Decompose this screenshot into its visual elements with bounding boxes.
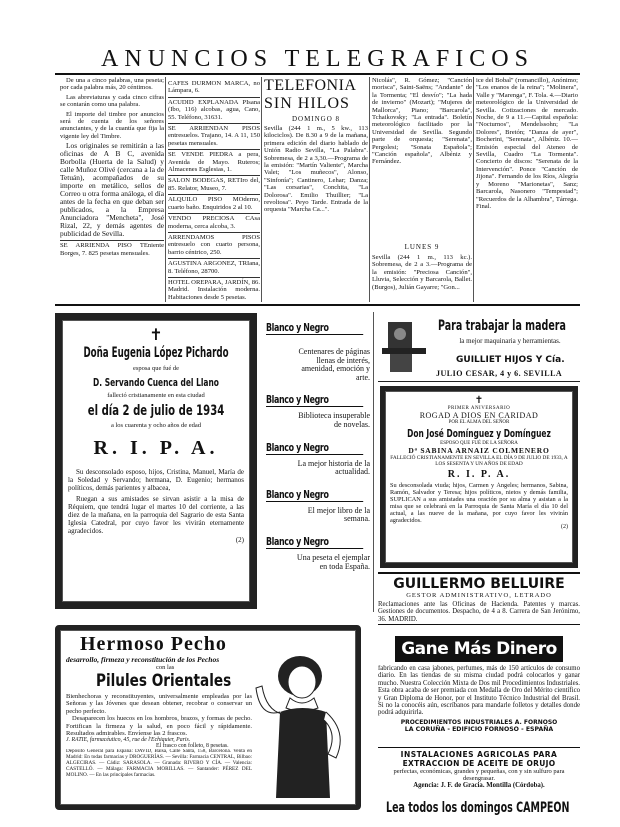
- classified-ad: SE ARRIENDAN PISOS entresuelos. Trajano, 14. A 11, 150 pesetas mensuales.: [168, 125, 260, 147]
- classified-ad: ALQUILO PISO MOderno, cuarto baño. Enquiridos 2 al 10.: [168, 196, 260, 211]
- death-date: el día 2 de julio de 1934: [87, 403, 225, 419]
- company-name: PROCEDIMIENTOS INDUSTRIALES A. FORNOSO: [400, 718, 558, 726]
- classified-ad: SALON BODEGAS, RETIro del, 85. Relator, Museo, 7.: [168, 177, 260, 192]
- magazine-title: Blanco y Negro: [266, 321, 363, 335]
- classified-ad: AGUSTINA ARGONEZ, TRIana, 8. Teléfono, 28700.: [168, 260, 260, 275]
- company-name: GUILLIET HIJOS Y Cía.: [456, 355, 565, 365]
- magazine-title: Blanco y Negro: [266, 441, 363, 455]
- death-date-row: [68, 402, 244, 419]
- ad-headline: EXTRACCION DE ACEITE DE ORUJO: [402, 759, 556, 768]
- spouse-name-row: [68, 375, 244, 389]
- advertiser-text: Reclamaciones ante las Oficinas de Hacienda. Patentes y marcas. Gestiones de documentos. Despacho, de 4 a 8. Carrera de San Jerónimo, 36. MADRID.: [378, 601, 580, 623]
- company-address: LA CORUÑA - EDIFICIO FORNOSO - ESPAÑA: [404, 725, 554, 733]
- ad-text: fabricando en casa jabones, perfumes, más de 150 artículos de consumo diario. En las tiendas de su misma ciudad podrá colocarlos y ganar mucho. Nuestra Colección Mixta de Dos mil Procedimientos Industriales. Esta obra acaba de ser premiada con Medalla de Oro del Mérito científico y Gran Diploma de Honor, por el Instituto Técnico Industrial del Brasil. Si no la conocéis aún, escríbanos para mandarle folletos y detalles donde podrá adquirirla.: [378, 665, 580, 717]
- depots-text: Depósito General para España: DAVID, Balsa, Calle Santa, 158, Barcelona. Venta en Madrid: En todas farmacias y DROGUERÍAS. — Sevilla: Farmacia CENTRAL, Bilbao: ALGECIRAS. — Cádiz: SARASOLA. — Granada: RIVERO Y CÍA. — Valencia: CASTELLÓ. — Málaga: FARMACIA MORILLAS. — Santander: PÉREZ DEL MOLINO. — En las principales farmacias.: [66, 749, 252, 779]
- classified-ad: ACUDID EXPLANADA PIsana (Ibo, 116) alcobas, agua, Cano, 55. Teléfono, 31631.: [168, 98, 260, 121]
- cross-icon: ✝: [149, 327, 163, 344]
- radio-program-text: Sevilla (244 1 m., 5 kw., 113 kilociclos). De 8.30 a 9 de la mañana, primera edición del diario hablado de Unión Radio Sevilla, "La Palabra". Sobremesa, de 2 a 3,30.—Programa de la emisión: "Martín Valiente", Marcha Valet; "Los muñecos", Alonso, "Sinfonía"; Cantinero, Lehar; Danza; "Las corsarias", Conchita, "La Dolorosa". Emilio Thuillier; "La revoltosa". Peyo Tarde. Entrada de la orquesta "Marcha Ca...".: [264, 125, 368, 214]
- magazine-tagline: Centenares de páginas llenas de interés, amenidad, emoción y arte.: [298, 347, 370, 382]
- rip-text: R. I. P. A.: [93, 437, 219, 459]
- classified-ad: CAFES DURMON MARCA, no Lámpara, 6.: [168, 80, 260, 95]
- classified-ad: SE ARRIENDA PISO TEniente Borges, 7. 825 pesetas mensuales.: [60, 242, 164, 257]
- classified-ad: VENDO PRECIOSA CAsa moderna, cerca alcoba, 3.: [168, 215, 260, 230]
- obituary-text: POR EL ALMA DEL SEÑOR: [448, 420, 510, 425]
- magazine-title: Blanco y Negro: [266, 535, 363, 549]
- classified-rules-column: [60, 77, 164, 305]
- ad-headline: Para trabajar la madera: [438, 318, 566, 334]
- pilules-orientales-ad: [55, 625, 361, 810]
- belluire-ad: [378, 572, 580, 625]
- magazine-tagline: Una peseta el ejemplar en toda España.: [296, 552, 370, 571]
- ad-mark: (2): [561, 524, 568, 530]
- header-rule: [55, 73, 580, 75]
- obituary-text: ESPOSO QUE FUÉ DE LA SEÑORA: [440, 441, 518, 446]
- magazine-title: Blanco y Negro: [266, 393, 363, 407]
- radio-title-2: SIN HILOS: [264, 95, 350, 112]
- woodworking-machinery-ad: [378, 316, 580, 382]
- ad-text: Desaparecen los huecos en los hombros, brazos, y formas de pecho. Fortifican la firmeza y la salud, en poco fácil y rápidamente. Resultados admirables. Envíense las 2 frascos.: [66, 715, 252, 738]
- deceased-name-row: [68, 344, 244, 362]
- obituary-text: ROGAD A DIOS EN CARIDAD: [419, 411, 539, 420]
- section-rule: [55, 304, 580, 306]
- submission-text: Los originales se remitirán a las oficinas de A B C, avenida Borbolla (Huerta de la Salud) y calle Muñoz Olivé (cercana a la de Tetuán), acompañados de su importe en metálico, sellos de Correo u otra forma análoga, el día antes de la fecha en que deban ser publicados, a la Empresa Anunciadora "Mencheta", José Rizal, 22, y demás agentes de publicidad de Sevilla.: [60, 141, 164, 239]
- advertiser-name: GUILLERMO BELLUIRE: [393, 576, 565, 592]
- obituary-family-text: Su desconsolado esposo, hijos, Cristina, Manuel, María de la Soledad y Servando; hermana, D. Eugenio; hermanos políticos, demás parientes y albacea,: [68, 468, 244, 493]
- obituary-notice: [55, 313, 257, 609]
- obituary-text: falleció cristianamente en esta ciudad: [107, 392, 205, 399]
- deceased-name: Doña Eugenia López Pichardo: [83, 345, 229, 361]
- woman-illustration-icon: [252, 648, 348, 798]
- obituary-text: a los cuarenta y ocho años de edad: [110, 422, 202, 429]
- deceased-name-row: [390, 426, 568, 440]
- product-name: Pilules Orientales: [96, 671, 232, 691]
- radio-title: TELEFONIA: [264, 77, 357, 94]
- column-divider: [473, 77, 474, 302]
- column-divider: [369, 77, 370, 302]
- classified-ad: SE VENDE PIEDRA a pera, Avenida de Mayo. Ruteros; Almacenes Esglesias, 1.: [168, 151, 260, 174]
- blanco-y-negro-ad: [266, 318, 370, 579]
- ad-text: Bienhechoras y reconstituyentes, universalmente empleadas por las Señoras y las Jóvenes que desean obtener, recobrar o conservar un pecho perfecto.: [66, 693, 252, 715]
- ad-headline: Hermoso Pecho: [80, 633, 227, 655]
- radio-column-2: [372, 77, 472, 305]
- rip-text: R. I. P. A.: [447, 469, 511, 480]
- radio-day-heading: LUNES 9: [404, 243, 440, 251]
- advertiser-title: GESTOR ADMINISTRATIVO, LETRADO: [406, 592, 552, 599]
- spouse-name: Dª SABINA ARNAIZ COLMENERO: [408, 446, 550, 455]
- obituary-text: PRIMER ANIVERSARIO: [447, 406, 511, 411]
- stamp-tax-text: El importe del timbre por anuncios será de cuenta de los señores anunciantes, y de la cuantía que fija la vigente ley del Timbre.: [60, 110, 164, 140]
- obituary-text: FALLECIÓ CRISTIANAMENTE EN SEVILLA EL DÍA 9 DE JULIO DE 1933, A LOS SESENTA Y UN AÑOS DE EDAD: [390, 455, 568, 467]
- deceased-name: Don José Domínguez y Domínguez: [407, 427, 551, 440]
- obituary-family-text: Su desconsolada viuda; hijos, Carmen y Ángeles; hermanos, Sabina, Ramón, Salvador y Teresa; hijos políticos, nietos y demás familia, SUPLICAN a sus amistades una oración por su alma y asistan a la misa que se celebrará en la Parroquia de Santa María el día 10 del actual, a las nueve de la mañana, por cuyo favor les vivirán agradecidos.: [390, 482, 568, 524]
- radio-column: [264, 77, 368, 305]
- classified-ad: HOTEL OREPARA, JARDÍN, 86. Madrid. Instalación moderna. Habitaciones desde 5 pesetas.: [168, 278, 260, 301]
- ad-text: la mejor maquinaria y herramientas.: [459, 337, 561, 345]
- page-header-title: ANUNCIOS TELEGRAFICOS: [101, 46, 534, 72]
- ad-headline: Gane Más Dinero: [395, 636, 563, 662]
- maker-text: J. RATIE, farmacéutico, 45, rue de l'Echiquier, Paris.: [66, 737, 191, 744]
- radio-program-text: Nicolás", R. Gómez; "Canción morisca", Saint-Saëns; "Andante" de la Tormenta; "El desvío"; "La hada de invierno" (Mozart); "Mujeres de Mallorca", Piano; "Barcarola", Tchaikovsky; "La entrada". Boletín meteorológico facilitado por la Universidad de Sevilla. Segundo parte de orquesta; "Serenata", Pergolesi; "Sonata Española"; "Canción española", Albéniz y Fernández.: [372, 77, 472, 166]
- magazine-tagline: El mejor libro de la semana.: [307, 505, 370, 524]
- radio-program-text: ice del Bobal" (romancillo), Anónimo; "Los enanos de la reina"; "Molinera", Valle y "Marenga", F. Tola. 4.—Diario meteorológico de la Universidad de Sevilla. Cotizaciones de mercado. Noche, de 9 a 11.—Capital española: "Nocturnos", Mendelssohn; "La Dolores", Bretón; "Danza de ayer", Bocherini, "Serenata", Albéniz. 10.—Emisión especial del Ateneo de Sevilla, Cuadro "La Tormenta". Concierto de discos: "Serenata de la Intervención". Ponce "Canción de Jijona". Fernando de los Ríos, Alegría y Moreno "Marionetas", Sanz; Barcarola, Nasonero "Tempestad"; "Recuerdos de la Alhambra", Tárrega. Final.: [476, 77, 578, 210]
- ad-text: con las: [156, 664, 175, 671]
- olive-oil-extraction-ad: [378, 747, 580, 790]
- cross-icon: ✝: [474, 395, 484, 406]
- obituary-mass-text: Ruegan a sus amistades se sirvan asistir a la misa de Réquiem, que tendrá lugar el martes 10 del corriente, a las diez de la mañana, en la parroquia del Sagrario de esta Santa Iglesia Catedral, por cuyo favor les vivirán eternamente agradecidos.: [68, 494, 244, 536]
- ad-headline: INSTALACIONES AGRICOLAS PARA: [400, 750, 558, 759]
- classified-ads-column: [168, 77, 260, 305]
- ad-subheadline: desarrollo, firmeza y reconstitución de los Pechos: [66, 655, 220, 664]
- classified-ad: ARRENDAMOS PISOS entresuelo con cuarto persona, barrio céntrico, 250.: [168, 233, 260, 256]
- abbreviations-text: Las abreviaturas y cada cinco cifras se contarán como una palabra.: [60, 93, 164, 109]
- magazine-tagline: La mejor historia de la actualidad.: [297, 458, 370, 477]
- magazine-title: Blanco y Negro: [266, 488, 363, 502]
- gane-mas-dinero-ad: [378, 636, 580, 733]
- rates-text: De una a cinco palabras, una peseta; por cada palabra más, 20 céntimos.: [60, 77, 164, 92]
- ad-text: perfectas, económicas, grandes y pequeñas, con y sin sulfuro para desengrasar.: [393, 768, 565, 782]
- column-divider: [373, 312, 374, 612]
- rule: [378, 624, 580, 625]
- obituary-text: esposa que fué de: [132, 365, 180, 372]
- magazine-tagline: Biblioteca insuperable de novelas.: [298, 411, 370, 429]
- anniversary-obituary: [380, 386, 578, 568]
- campeon-ad: Lea todos los domingos CAMPEON: [386, 800, 570, 816]
- company-address: JULIO CESAR, 4 y 6. SEVILLA: [436, 369, 563, 378]
- ad-mark: (2): [235, 535, 244, 544]
- spouse-name: D. Servando Cuenca del Llano: [93, 376, 219, 389]
- radio-day-heading: DOMINGO 8: [291, 115, 341, 123]
- column-divider: [165, 77, 166, 302]
- machine-illustration-icon: [382, 320, 426, 374]
- radio-program-text: Sevilla (244 1 m., 113 kc.). Sobremesa, de 2 a 3.—Programa de la emisión: "Preciosa Canción", Lluvia, Selección y Barcarola, Ballet. (Burgos), Julián Gayarre; "Gon...: [372, 254, 472, 291]
- column-divider: [261, 77, 262, 302]
- agent-text: Agencia: J. F. de Gracia. Montilla (Córdoba).: [413, 782, 545, 789]
- price-text: El frasco con folleto, 8 pesetas.: [156, 743, 229, 750]
